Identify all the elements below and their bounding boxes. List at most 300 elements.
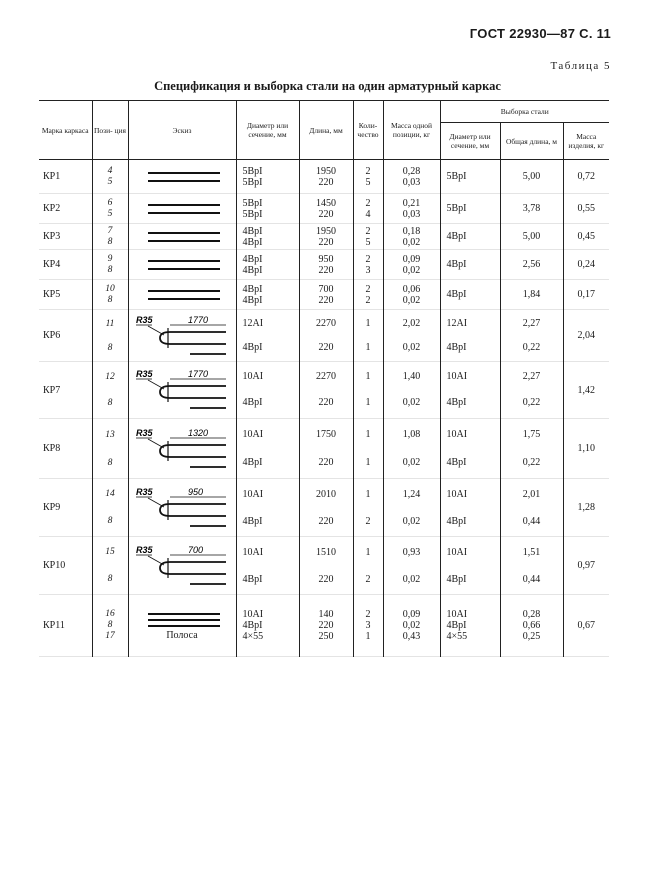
sketch [128,224,236,250]
table-row [39,595,609,657]
quantity-value: 5 [365,176,371,188]
sel-diameter-value: 4×55 [446,631,468,642]
bent-bar [160,332,226,344]
position [92,419,128,479]
diameter-value: 5BpI [242,176,263,188]
sel-diameter-value: 10AI [446,546,468,558]
total-length-value: 0,22 [522,341,541,353]
quantity-value: 2 [365,283,371,295]
diameter-value: 10AI [242,609,264,620]
position-value: 8 [107,294,113,305]
bent-bar-sketch [130,314,234,358]
diameter [236,194,299,224]
position-value: 12 [105,371,115,382]
total-length [500,160,563,194]
sel-diameter-value: 5BpI [446,203,467,214]
sel-diameter-value: 4BpI [446,515,467,527]
length-value: 950 [318,253,334,265]
diameter-value: 4BpI [242,294,263,306]
item-mass: 0,67 [563,595,609,657]
sel-diameter-value: 10AI [446,488,468,500]
col-quantity: Коли- чество [353,101,383,160]
total-length-value: 0,22 [522,456,541,468]
item-mass: 0,55 [563,194,609,224]
diameter-value: 4BpI [242,283,263,295]
bent-bar [160,386,226,398]
sel-diameter [440,362,500,419]
mass-one-value: 0,09 [402,609,421,620]
bent-bar [160,504,226,516]
table-row [39,194,609,224]
item-mass: 1,10 [563,419,609,479]
length-label: 1770 [188,369,209,379]
length-value: 220 [318,264,334,276]
position [92,250,128,280]
table-row [39,362,609,419]
item-mass: 0,45 [563,224,609,250]
quantity-value: 2 [365,294,371,306]
diameter-value: 4BpI [242,264,263,276]
total-length [500,479,563,537]
document-reference: ГОСТ 22930—87 С. 11 [469,26,611,41]
radius-label: R35 [136,544,153,555]
diameter [236,595,299,657]
length-label: 1770 [188,314,209,325]
sketch [128,362,236,419]
quantity-value: 3 [365,620,371,631]
length-value: 1450 [316,197,336,209]
mass-one-value: 0,02 [402,620,421,631]
diameter-value: 10AI [242,370,264,382]
sel-diameter [440,595,500,657]
quantity-value: 1 [365,488,371,500]
sketch-label: Полоса [166,630,198,641]
mass-one-value: 0,02 [402,341,421,353]
frame-mark: КР8 [43,443,61,454]
length-value: 220 [318,573,334,585]
diameter [236,479,299,537]
total-length-value: 1,51 [522,546,541,558]
length [299,310,353,362]
total-length-value: 2,01 [522,488,541,500]
total-length-value: 0,66 [522,620,541,631]
quantity [353,419,383,479]
position-value: 8 [107,573,113,584]
length-value: 140 [318,609,334,620]
bent-bar-sketch [130,368,234,412]
quantity [353,479,383,537]
sketch [128,419,236,479]
sel-diameter-value: 12AI [446,317,468,329]
quantity-value: 2 [365,253,371,265]
diameter [236,419,299,479]
position-value: 17 [105,631,115,641]
mass-one-value: 0,43 [402,631,421,642]
table-row [39,250,609,280]
length-value: 220 [318,341,334,353]
length-value: 220 [318,397,334,408]
item-mass: 0,72 [563,160,609,194]
table-title: Спецификация и выборка стали на один арматурный каркас [154,79,501,93]
mass-one-value: 0,93 [402,546,421,558]
position [92,362,128,419]
col-total-length: Общая длина, м [500,123,563,160]
total-length [500,362,563,419]
diameter-value: 4BpI [242,620,263,631]
bar-sketch [134,199,230,219]
length-value: 1750 [316,428,336,440]
col-selection: Выборка стали [440,101,609,123]
length-value: 1510 [316,546,336,558]
mass-one [383,595,440,657]
position-value: 9 [107,253,113,264]
sel-diameter-value: 4BpI [446,397,467,408]
total-length-value: 3,78 [522,203,541,214]
table-row [39,537,609,595]
radius-label: R35 [136,427,153,438]
bent-bar-sketch [130,544,234,588]
frame-mark: КР2 [43,203,61,214]
mass-one-value: 0,02 [402,515,421,527]
mass-one [383,280,440,310]
mass-one [383,194,440,224]
radius-label: R35 [136,486,153,497]
mass-one-value: 0,02 [402,456,421,468]
length-value: 700 [318,283,334,295]
col-diameter: Диаметр или сечение, мм [236,101,299,160]
total-length-value: 0,25 [522,631,541,642]
bent-bar [160,445,226,457]
diameter-value: 4BpI [242,253,263,265]
item-mass: 0,17 [563,280,609,310]
quantity-value: 1 [365,370,371,382]
table-row [39,479,609,537]
quantity [353,537,383,595]
mass-one-value: 1,40 [402,370,421,382]
col-item-mass: Масса изделия, кг [563,123,609,160]
position [92,537,128,595]
diameter-value: 12AI [242,317,264,329]
diameter [236,362,299,419]
length-value: 220 [318,176,334,188]
mass-one-value: 0,28 [402,165,421,177]
sketch [128,595,236,657]
position-value: 5 [107,208,113,219]
position-value: 6 [107,197,113,208]
sel-diameter-value: 4BpI [446,573,467,585]
quantity-value: 1 [365,631,371,642]
length-value: 2270 [316,317,336,329]
length [299,160,353,194]
length-value: 2270 [316,370,336,382]
bent-bar-sketch [130,486,234,530]
sel-diameter-value: 4BpI [446,456,467,468]
total-length-value: 1,84 [522,289,541,300]
sel-diameter-value: 10AI [446,370,468,382]
frame-mark: КР7 [43,384,61,396]
col-sel-diameter: Диаметр или сечение, мм [440,123,500,160]
position-value: 8 [107,515,113,526]
quantity-value: 2 [365,573,371,585]
bent-bar [160,562,226,574]
quantity [353,250,383,280]
sel-diameter [440,280,500,310]
position-value: 15 [105,546,115,557]
frame-mark: КР10 [43,560,66,571]
position-value: 8 [107,457,113,468]
diameter-value: 10AI [242,546,264,558]
total-length-value: 2,27 [522,317,541,329]
total-length [500,224,563,250]
length [299,537,353,595]
length [299,595,353,657]
sel-diameter-value: 5BpI [446,171,467,182]
col-sketch: Эскиз [128,101,236,160]
sel-diameter [440,250,500,280]
length-label: 950 [188,486,204,497]
total-length-value: 2,56 [522,259,541,270]
sel-diameter-value: 10AI [446,428,468,440]
mass-one-value: 2,02 [402,317,421,329]
position [92,595,128,657]
total-length-value: 5,00 [522,171,541,182]
diameter-value: 4BpI [242,236,263,248]
length-value: 250 [318,631,334,642]
table-label: Таблица 5 [550,60,611,72]
total-length-value: 0,44 [522,515,541,527]
sel-diameter-value: 4BpI [446,231,467,242]
sel-diameter [440,419,500,479]
sel-diameter [440,479,500,537]
item-mass: 0,97 [563,537,609,595]
diameter-value: 10AI [242,488,264,500]
position-value: 8 [107,342,113,353]
diameter-value: 4BpI [242,456,263,468]
quantity-value: 1 [365,341,371,353]
mass-one-value: 1,24 [402,488,421,500]
quantity-value: 1 [365,428,371,440]
position-value: 11 [105,318,115,329]
quantity-value: 1 [365,546,371,558]
frame-mark: КР11 [43,620,65,631]
total-length [500,419,563,479]
sel-diameter [440,537,500,595]
quantity-value: 1 [365,317,371,329]
length [299,280,353,310]
quantity [353,280,383,310]
quantity-value: 4 [365,208,371,220]
length-label: 700 [188,544,204,555]
length-value: 220 [318,620,334,631]
bar-sketch [134,285,230,305]
length-value: 1950 [316,165,336,177]
sel-diameter-value: 4BpI [446,620,467,631]
diameter [236,160,299,194]
quantity-value: 2 [365,225,371,237]
total-length [500,194,563,224]
diameter-value: 4BpI [242,573,263,585]
table-body [39,160,609,657]
position [92,479,128,537]
frame-mark: КР4 [43,259,61,270]
mass-one-value: 0,02 [402,573,421,585]
sel-diameter-value: 4BpI [446,259,467,270]
sketch [128,310,236,362]
diameter [236,280,299,310]
quantity [353,595,383,657]
table-row [39,419,609,479]
total-length [500,310,563,362]
col-mass-one: Масса одной позиции, кг [383,101,440,160]
quantity [353,362,383,419]
diameter-value: 10AI [242,428,264,440]
radius-label: R35 [136,369,153,379]
total-length-value: 0,28 [522,609,541,620]
mass-one-value: 0,18 [402,225,421,237]
total-length [500,280,563,310]
total-length-value: 2,27 [522,370,541,382]
mass-one [383,160,440,194]
position [92,194,128,224]
quantity [353,194,383,224]
diameter [236,537,299,595]
mass-one [383,224,440,250]
position-value: 16 [105,609,115,619]
total-length [500,595,563,657]
diameter-value: 5BpI [242,197,263,209]
item-mass: 1,42 [563,362,609,419]
quantity-value: 1 [365,456,371,468]
quantity-value: 2 [365,609,371,620]
position [92,280,128,310]
mass-one-value: 0,02 [402,294,421,306]
length [299,362,353,419]
diameter [236,310,299,362]
mass-one-value: 0,03 [402,208,421,220]
position-value: 7 [107,225,113,236]
mass-one [383,479,440,537]
radius-label: R35 [136,314,153,325]
total-length-value: 0,22 [522,397,541,408]
frame-mark: КР1 [43,171,61,182]
total-length [500,537,563,595]
diameter-value: 5BpI [242,165,263,177]
col-length: Длина, мм [299,101,353,160]
quantity [353,310,383,362]
length-value: 220 [318,456,334,468]
quantity-value: 2 [365,165,371,177]
sketch [128,194,236,224]
quantity-value: 2 [365,515,371,527]
total-length [500,250,563,280]
sketch [128,280,236,310]
mass-one [383,310,440,362]
position-value: 13 [105,429,115,440]
diameter-value: 4BpI [242,397,263,408]
quantity [353,160,383,194]
diameter-value: 4BpI [242,515,263,527]
position-value: 8 [107,236,113,247]
sel-diameter [440,310,500,362]
sketch [128,250,236,280]
mass-one-value: 0,02 [402,397,421,408]
total-length-value: 0,44 [522,573,541,585]
sel-diameter [440,194,500,224]
position [92,310,128,362]
mass-one-value: 0,06 [402,283,421,295]
bent-bar-sketch [130,427,234,471]
bar-sketch [134,167,230,187]
mass-one-value: 1,08 [402,428,421,440]
total-length-value: 5,00 [522,231,541,242]
mass-one-value: 0,03 [402,176,421,188]
position-value: 5 [107,176,113,187]
mass-one-value: 0,09 [402,253,421,265]
length [299,194,353,224]
mass-one-value: 0,21 [402,197,421,209]
quantity-value: 3 [365,264,371,276]
position-value: 14 [105,488,115,499]
length-value: 1950 [316,225,336,237]
col-mark: Марка каркаса [39,101,92,160]
sketch [128,479,236,537]
mass-one [383,419,440,479]
position-value: 8 [107,264,113,275]
sketch [128,160,236,194]
frame-mark: КР3 [43,231,61,242]
position [92,224,128,250]
position-value: 4 [107,165,113,176]
item-mass: 1,28 [563,479,609,537]
mass-one-value: 0,02 [402,236,421,248]
position-value: 8 [107,398,113,408]
length-value: 220 [318,236,334,248]
specification-table [39,100,609,657]
mass-one-value: 0,02 [402,264,421,276]
item-mass: 2,04 [563,310,609,362]
bar-sketch [134,255,230,275]
length-value: 220 [318,294,334,306]
length [299,419,353,479]
table-row [39,224,609,250]
diameter [236,250,299,280]
table-row [39,280,609,310]
table-row [39,160,609,194]
col-position: Пози- ция [92,101,128,160]
diameter [236,224,299,250]
mass-one [383,362,440,419]
mass-one [383,537,440,595]
bar-sketch [134,227,230,247]
diameter-value: 5BpI [242,208,263,220]
quantity [353,224,383,250]
quantity-value: 1 [365,397,371,408]
length-label: 1320 [188,427,209,438]
mass-one [383,250,440,280]
sel-diameter [440,160,500,194]
total-length-value: 1,75 [522,428,541,440]
position-value: 8 [107,620,113,630]
frame-mark: КР5 [43,289,61,300]
position-value: 10 [105,283,115,294]
length-value: 220 [318,208,334,220]
diameter-value: 4BpI [242,225,263,237]
sel-diameter-value: 4BpI [446,341,467,353]
table-row [39,310,609,362]
length-value: 2010 [316,488,336,500]
sketch [128,537,236,595]
quantity-value: 5 [365,236,371,248]
